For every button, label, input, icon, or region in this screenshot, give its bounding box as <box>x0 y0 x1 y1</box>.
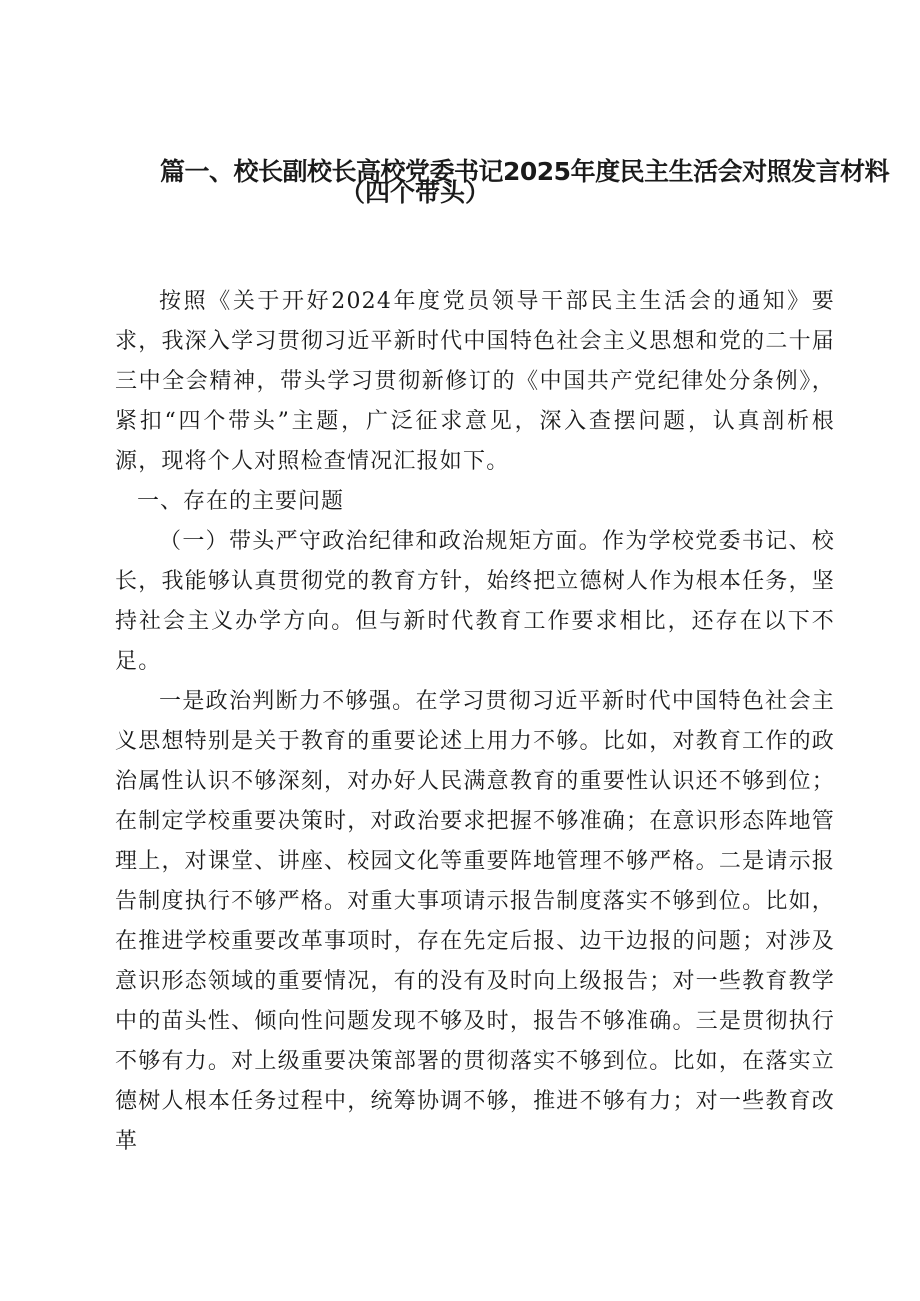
subsection-paragraph-1: （一）带头严守政治纪律和政治规矩方面。作为学校党委书记、校长，我能够认真贯彻党的教育方针，始终把立德树人作为根本任务，坚持社会主义办学方向。但与新时代教育工作要求相比，还存在以下不足。 <box>115 529 835 674</box>
document-body <box>115 282 835 1162</box>
document-title-line2: （四个带头） <box>340 178 491 207</box>
document-title-line1: 篇一、校长副校长高校党委书记2025年度民主生活会对照发言材料 <box>160 157 890 186</box>
points-paragraph: 一是政治判断力不够强。在学习贯彻习近平新时代中国特色社会主义思想特别是关于教育的重要论述上用力不够。比如，对教育工作的政治属性认识不够深刻，对办好人民满意教育的重要性认识还不够到位；在制定学校重要决策时，对政治要求把握不够准确；在意识形态阵地管理上，对课堂、讲座、校园文化等重要阵地管理不够严格。二是请示报告制度执行不够严格。对重大事项请示报告制度落实不够到位。比如，在推进学校重要改革事项时，存在先定后报、边干边报的问题；对涉及意识形态领域的重要情况，有的没有及时向上级报告；对一些教育教学中的苗头性、倾向性问题发现不够及时，报告不够准确。三是贯彻执行不够有力。对上级重要决策部署的贯彻落实不够到位。比如，在落实立德树人根本任务过程中，统筹协调不够，推进不够有力；对一些教育改革 <box>115 689 835 1154</box>
section-heading-problems: 一、存在的主要问题 <box>137 489 345 514</box>
intro-paragraph: 按照《关于开好2024年度党员领导干部民主生活会的通知》要求，我深入学习贯彻习近平新时代中国特色社会主义思想和党的二十届三中全会精神，带头学习贯彻新修订的《中国共产党纪律处分条例》，紧扣“四个带头”主题，广泛征求意见，深入查摆问题，认真剖析根源，现将个人对照检查情况汇报如下。 <box>115 289 835 474</box>
